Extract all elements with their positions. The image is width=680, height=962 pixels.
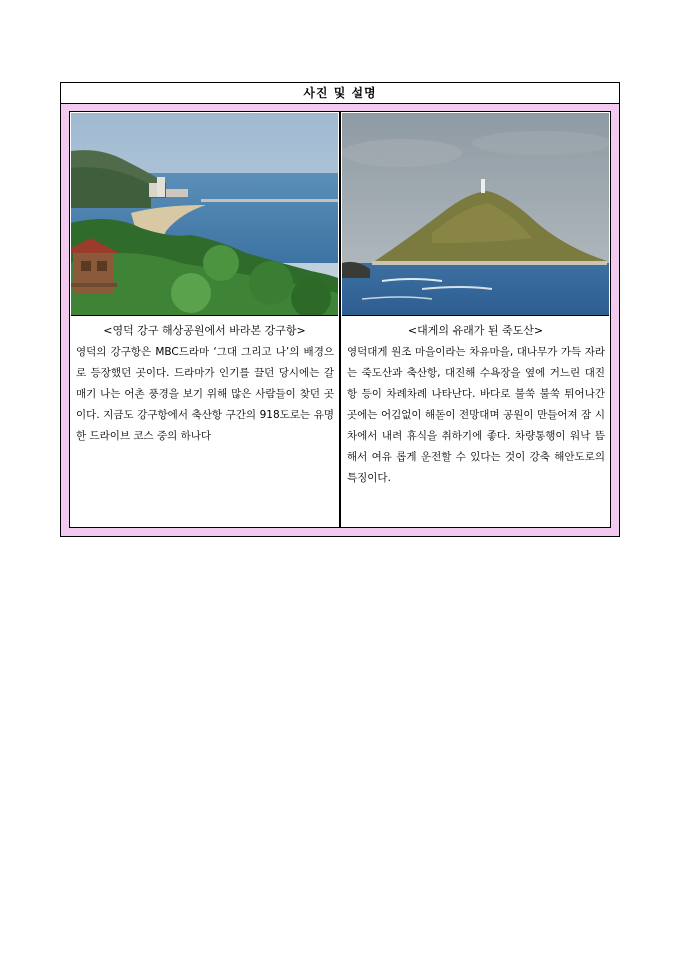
photo-description-table bbox=[60, 82, 620, 537]
photo-caption: <대게의 유래가 된 죽도산> bbox=[407, 324, 544, 337]
photo-caption: <영덕 강구 해상공원에서 바라본 강구항> bbox=[103, 324, 306, 337]
photo-jukdosan-island bbox=[342, 113, 609, 316]
table-cell-gangguhang bbox=[69, 111, 340, 528]
table-header: 사진 및 설명 bbox=[61, 83, 619, 104]
table-cell-jukdosan bbox=[340, 111, 611, 528]
photo-description: 영덕의 강구항은 MBC드라마 ‘그대 그리고 나’의 배경으로 등장했던 곳이다. 드라마가 인기를 끌던 당시에는 갈매기 나는 어촌 풍경을 보기 위해 많은 사람들이 찾던 곳이다. 지금도 강구항에서 축산항 구간의 918도로는 유명한 드라이브 코스 중의 하나다 bbox=[76, 346, 334, 442]
photo-gangguhang-harbor bbox=[71, 113, 338, 316]
photo-description: 영덕대게 원조 마을이라는 차유마을, 대나무가 가득 자라는 죽도산과 축산항, 대진해 수욕장을 옆에 거느린 대진항 등이 차례차례 나타난다. 바다로 불쑥 불쑥 튀어나간 곳에는 어김없이 해돋이 전망대며 공원이 만들어져 잠 시 차에서 내려 휴식을 취하기에 좋다. 차량통행이 워낙 뜸해서 여유 롭게 운전할 수 있다는 것이 강축 해안도로의 특징이다. bbox=[347, 346, 605, 484]
